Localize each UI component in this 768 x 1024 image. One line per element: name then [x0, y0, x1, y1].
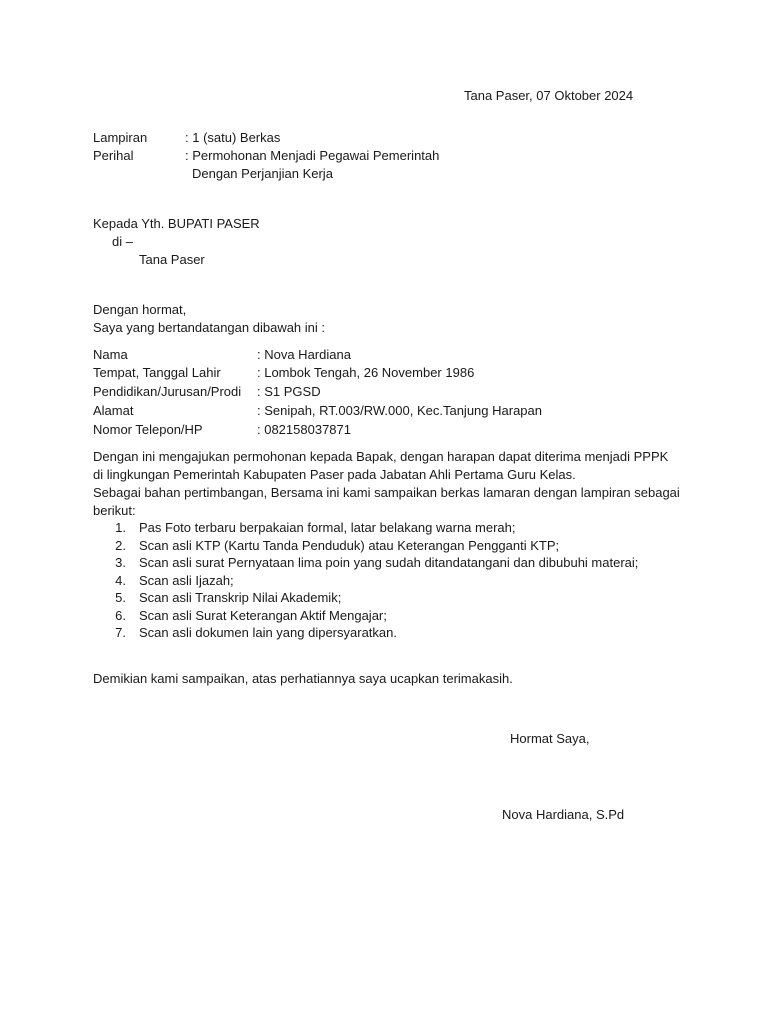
list-item-number: 7. [115, 625, 126, 640]
list-item-number: 6. [115, 608, 126, 623]
intro-line: Saya yang bertandatangan dibawah ini : [93, 320, 326, 335]
body-paragraph-2-line-1: Sebagai bahan pertimbangan, Bersama ini kami sampaikan berkas lamaran dengan lampiran sebagai [93, 485, 680, 500]
body-paragraph-2-line-2: berikut: [93, 503, 136, 518]
identity-value: : 082158037871 [257, 422, 351, 437]
perihal-value-line-1: : Permohonan Menjadi Pegawai Pemerintah [185, 148, 440, 163]
recipient-line-2: di – [112, 234, 133, 249]
list-item: Scan asli Surat Keterangan Aktif Mengajar; [139, 608, 387, 623]
list-item: Scan asli Ijazah; [139, 573, 234, 588]
perihal-label: Perihal [93, 148, 134, 163]
list-item-number: 1. [115, 520, 126, 535]
list-item: Scan asli dokumen lain yang dipersyaratkan. [139, 625, 397, 640]
identity-label: Tempat, Tanggal Lahir [93, 365, 221, 380]
lampiran-value: : 1 (satu) Berkas [185, 130, 281, 145]
recipient-line-1: Kepada Yth. BUPATI PASER [93, 216, 260, 231]
identity-value: : Lombok Tengah, 26 November 1986 [257, 365, 475, 380]
recipient-line-3: Tana Paser [139, 252, 205, 267]
identity-value: : S1 PGSD [257, 384, 321, 399]
identity-label: Pendidikan/Jurusan/Prodi [93, 384, 242, 399]
letter-date: Tana Paser, 07 Oktober 2024 [464, 88, 634, 103]
list-item: Scan asli surat Pernyataan lima poin yang sudah ditandatangani dan dibubuhi materai; [139, 555, 639, 570]
lampiran-label: Lampiran [93, 130, 148, 145]
closing-statement: Demikian kami sampaikan, atas perhatiannya saya ucapkan terimakasih. [93, 671, 513, 686]
signer-name: Nova Hardiana, S.Pd [502, 807, 625, 822]
identity-label: Nama [93, 347, 128, 362]
list-item: Pas Foto terbaru berpakaian formal, latar belakang warna merah; [139, 520, 516, 535]
identity-label: Alamat [93, 403, 134, 418]
identity-value: : Nova Hardiana [257, 347, 351, 362]
identity-label: Nomor Telepon/HP [93, 422, 203, 437]
list-item-number: 5. [115, 590, 126, 605]
list-item: Scan asli KTP (Kartu Tanda Penduduk) atau Keterangan Pengganti KTP; [139, 538, 560, 553]
greeting: Dengan hormat, [93, 302, 187, 317]
body-paragraph-1-line-2: di lingkungan Pemerintah Kabupaten Paser pada Jabatan Ahli Pertama Guru Kelas. [93, 467, 576, 482]
perihal-value-line-2: Dengan Perjanjian Kerja [192, 166, 333, 181]
list-item-number: 4. [115, 573, 126, 588]
identity-value: : Senipah, RT.003/RW.000, Kec.Tanjung Harapan [257, 403, 542, 418]
list-item-number: 2. [115, 538, 126, 553]
body-paragraph-1-line-1: Dengan ini mengajukan permohonan kepada Bapak, dengan harapan dapat diterima menjadi PPPK [93, 449, 669, 464]
list-item-number: 3. [115, 555, 126, 570]
list-item: Scan asli Transkrip Nilai Akademik; [139, 590, 342, 605]
closing-salutation: Hormat Saya, [510, 731, 590, 746]
